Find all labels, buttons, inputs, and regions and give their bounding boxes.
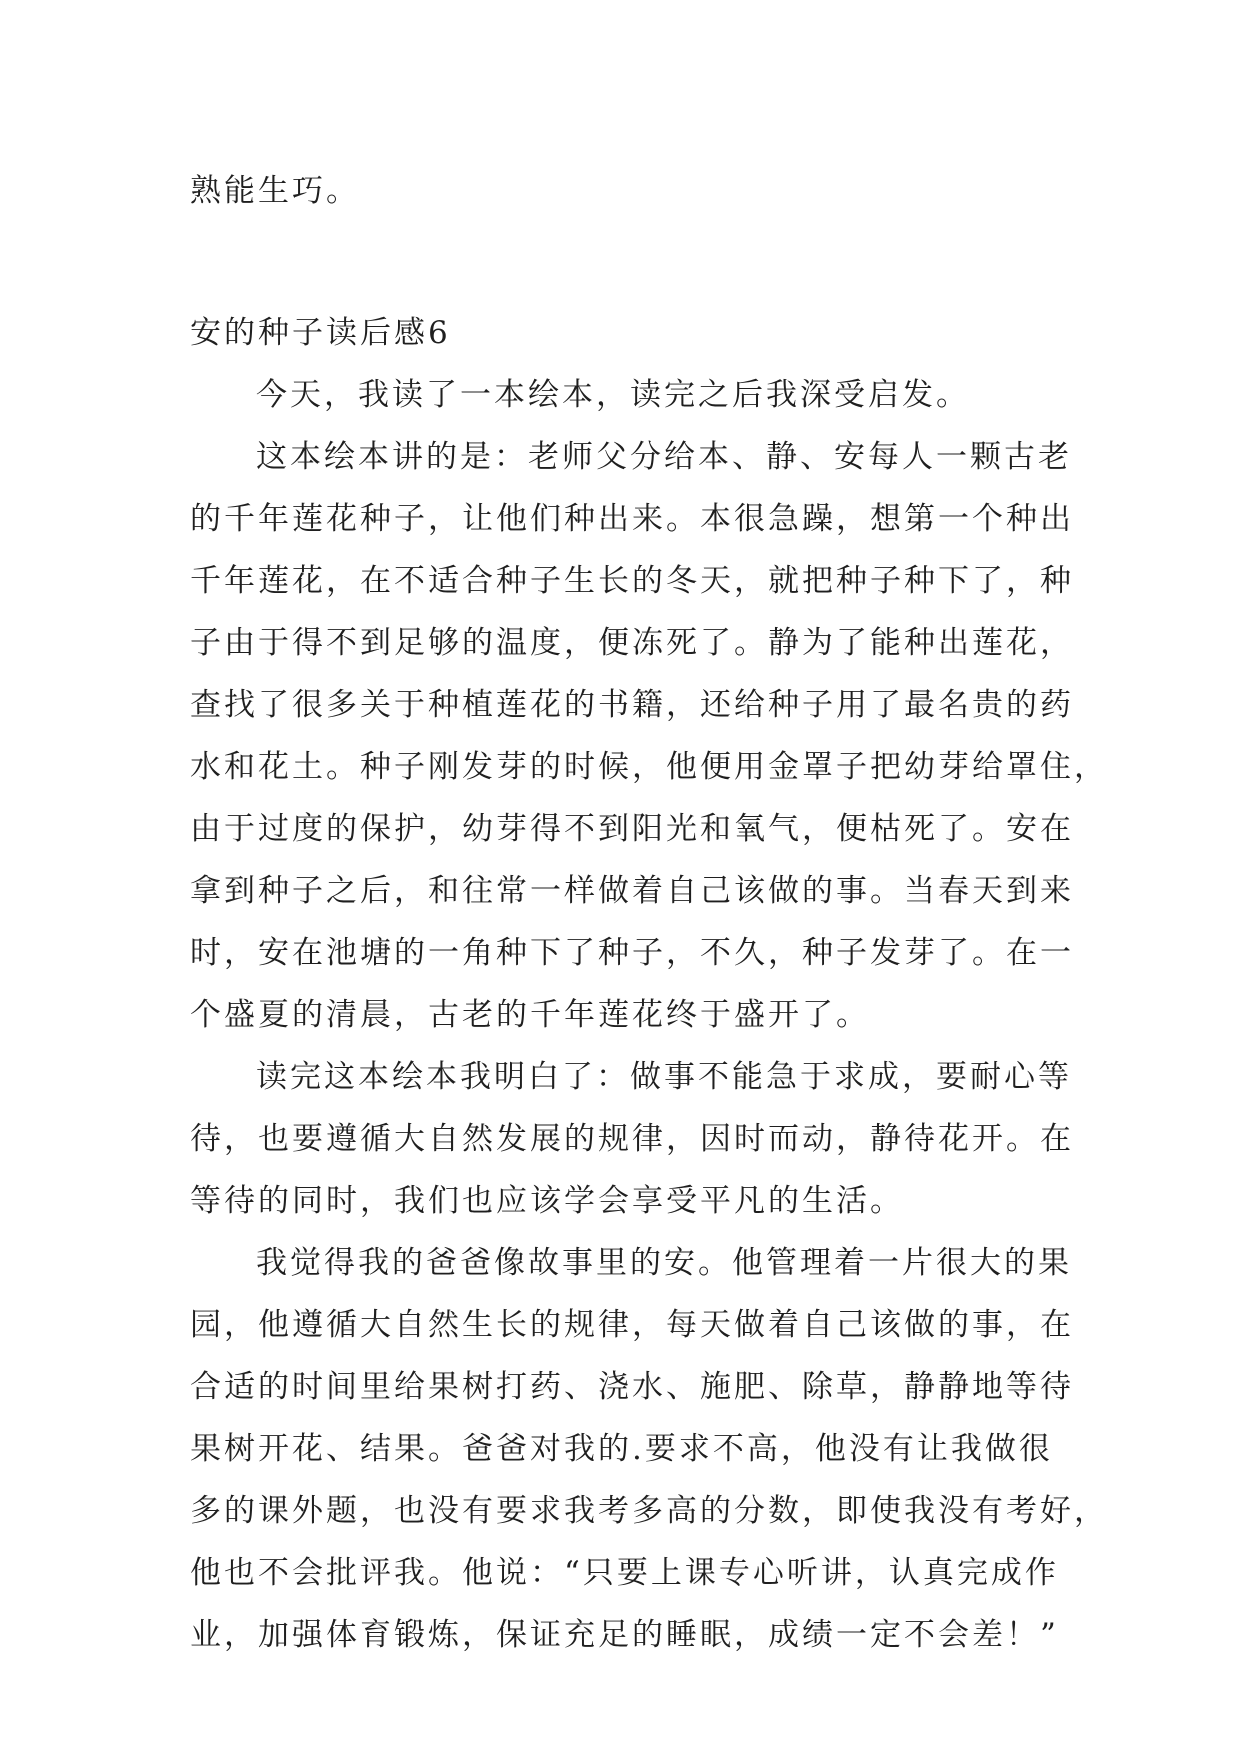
paragraph-line: 由于过度的保护，幼芽得不到阳光和氧气，便枯死了。安在 <box>190 811 1074 847</box>
paragraph-line: 水和花土。种子刚发芽的时候，他便用金罩子把幼芽给罩住， <box>190 749 1108 785</box>
paragraph-line: 这本绘本讲的是：老师父分给本、静、安每人一颗古老 <box>256 439 1072 475</box>
paragraph-4 <box>190 1232 1108 1666</box>
paragraph-line: 查找了很多关于种植莲花的书籍，还给种子用了最名贵的药 <box>190 687 1074 723</box>
paragraph-3 <box>190 1046 1074 1232</box>
paragraph-line: 多的课外题，也没有要求我考多高的分数，即使我没有考好， <box>190 1493 1108 1529</box>
paragraph-line: 读完这本绘本我明白了：做事不能急于求成，要耐心等 <box>256 1059 1072 1095</box>
section-title: 安的种子读后感6 <box>190 315 451 351</box>
paragraph-line: 今天，我读了一本绘本，读完之后我深受启发。 <box>256 377 970 413</box>
paragraph-2 <box>190 426 1108 1046</box>
paragraph-line: 的千年莲花种子，让他们种出来。本很急躁，想第一个种出 <box>190 501 1074 537</box>
paragraph-1 <box>190 364 1050 426</box>
paragraph-line: 千年莲花，在不适合种子生长的冬天，就把种子种下了，种 <box>190 563 1074 599</box>
section-spacer <box>190 222 1050 302</box>
paragraph-line: 待，也要遵循大自然发展的规律，因时而动，静待花开。在 <box>190 1121 1074 1157</box>
paragraph-line: 子由于得不到足够的温度，便冻死了。静为了能种出莲花， <box>190 625 1074 661</box>
paragraph-line: 等待的同时，我们也应该学会享受平凡的生活。 <box>190 1183 904 1219</box>
previous-section-tail: 熟能生巧。 <box>190 173 360 209</box>
document-body <box>190 160 1108 1666</box>
paragraph-line: 业，加强体育锻炼，保证充足的睡眠，成绩一定不会差！” <box>190 1617 1059 1653</box>
paragraph-line: 园，他遵循大自然生长的规律，每天做着自己该做的事，在 <box>190 1307 1074 1343</box>
paragraph-line: 我觉得我的爸爸像故事里的安。他管理着一片很大的果 <box>256 1245 1072 1281</box>
paragraph-line: 时，安在池塘的一角种下了种子，不久，种子发芽了。在一 <box>190 935 1074 971</box>
paragraph-line: 合适的时间里给果树打药、浇水、施肥、除草，静静地等待 <box>190 1369 1074 1405</box>
paragraph-line: 拿到种子之后，和往常一样做着自己该做的事。当春天到来 <box>190 873 1074 909</box>
paragraph-line: 他也不会批评我。他说：“只要上课专心听讲，认真完成作 <box>190 1555 1059 1591</box>
paragraph-line: 个盛夏的清晨，古老的千年莲花终于盛开了。 <box>190 997 870 1033</box>
paragraph-line: 果树开花、结果。爸爸对我的.要求不高，他没有让我做很 <box>190 1431 1053 1467</box>
